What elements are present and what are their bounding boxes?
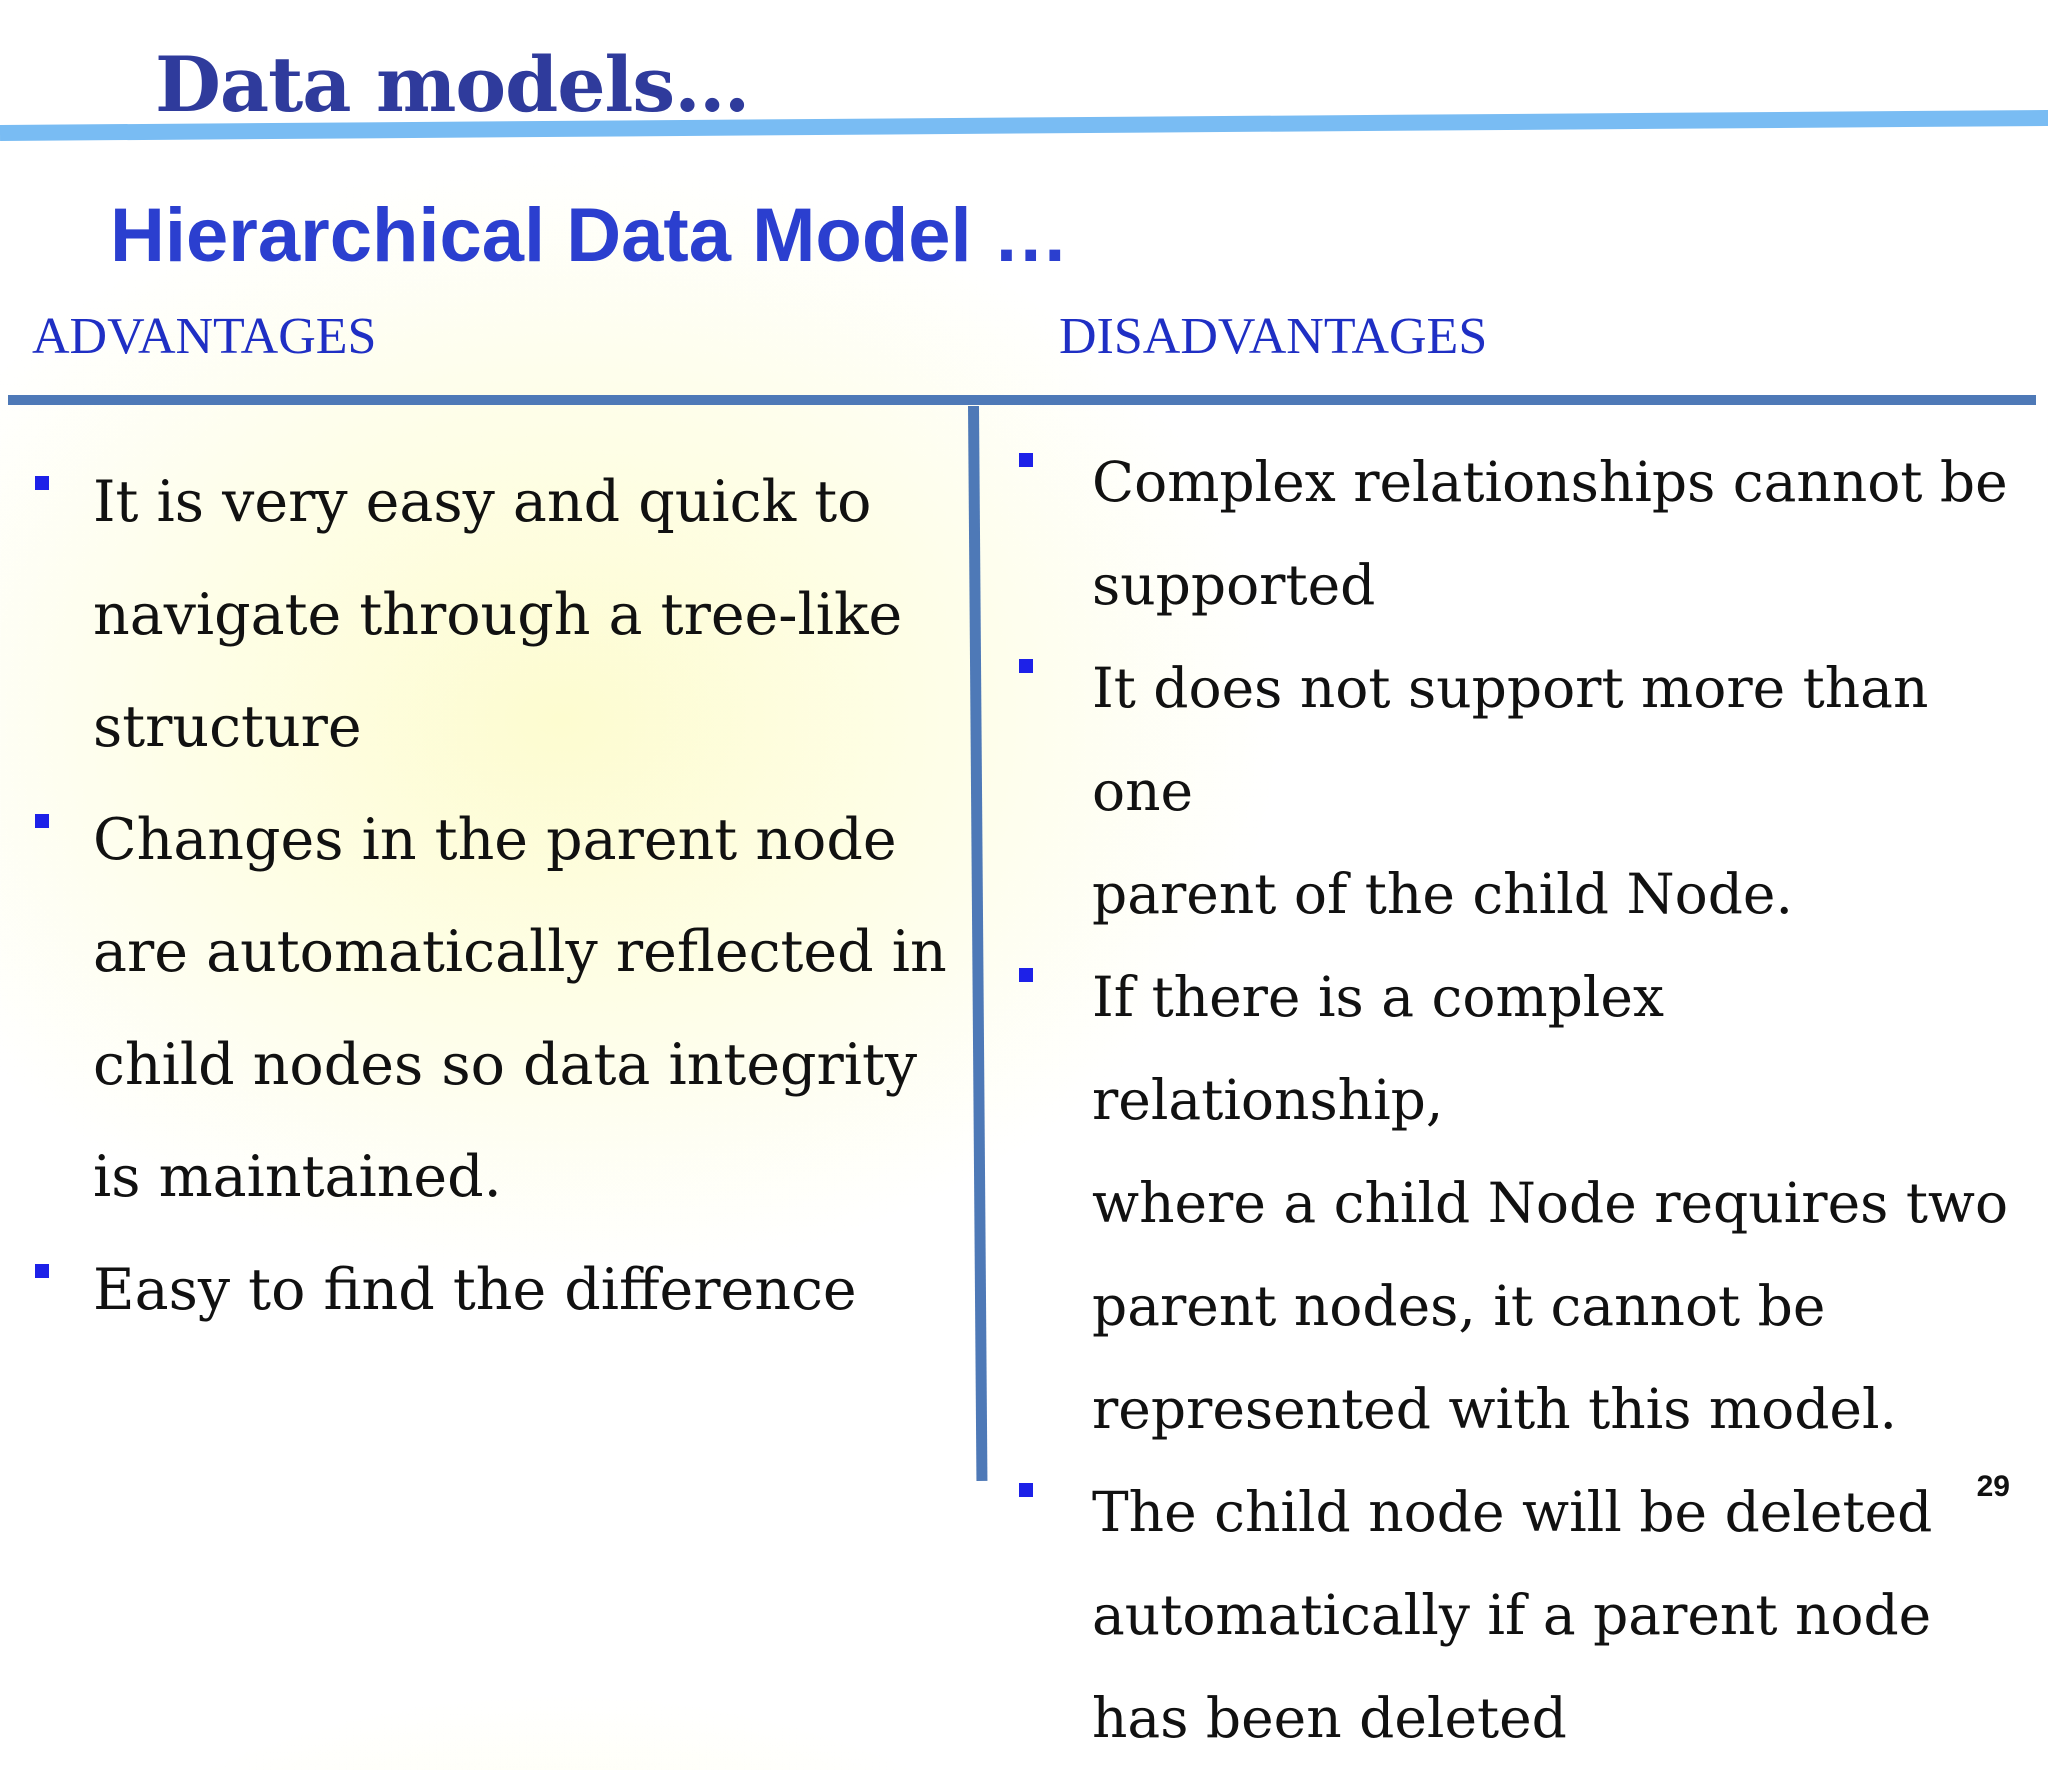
list-item-text: Easy to find the difference xyxy=(93,1256,857,1323)
list-item xyxy=(1092,946,2012,1461)
square-bullet-icon xyxy=(1019,1483,1033,1497)
list-item-text: It does not support more than one parent of the child Node. xyxy=(1092,656,1929,926)
advantages-list xyxy=(93,446,963,1346)
square-bullet-icon xyxy=(1019,453,1033,467)
square-bullet-icon xyxy=(35,814,49,828)
page-number: 29 xyxy=(1976,1470,2010,1503)
table-vertical-divider xyxy=(968,406,987,1481)
list-item xyxy=(1092,637,2012,946)
table-horizontal-divider xyxy=(8,395,2036,405)
disadvantages-heading: DISADVANTAGES xyxy=(1059,308,1488,365)
list-item-text: Changes in the parent node are automatically reflected in child nodes so data integrity is maintained. xyxy=(93,806,947,1210)
list-item xyxy=(93,784,963,1234)
list-item xyxy=(93,1234,963,1347)
list-item-text: If there is a complex relationship, where a child Node requires two parent nodes, it cannot be represented with this model. xyxy=(1092,965,2009,1441)
square-bullet-icon xyxy=(1019,968,1033,982)
list-item xyxy=(1092,431,2012,637)
slide-subtitle: Hierarchical Data Model … xyxy=(110,193,1069,278)
square-bullet-icon xyxy=(1019,659,1033,673)
list-item-text: Complex relationships cannot be supported xyxy=(1092,450,2008,617)
advantages-heading: ADVANTAGES xyxy=(32,308,377,365)
slide-title: Data models… xyxy=(155,40,750,129)
list-item xyxy=(93,446,963,784)
list-item-text: It is very easy and quick to navigate through a tree-like structure xyxy=(93,469,903,760)
list-item xyxy=(1092,1461,2012,1770)
list-item-text: The child node will be deleted automatically if a parent node has been deleted xyxy=(1092,1480,1933,1750)
square-bullet-icon xyxy=(35,1264,49,1278)
disadvantages-list xyxy=(1092,431,2012,1770)
square-bullet-icon xyxy=(35,476,49,490)
